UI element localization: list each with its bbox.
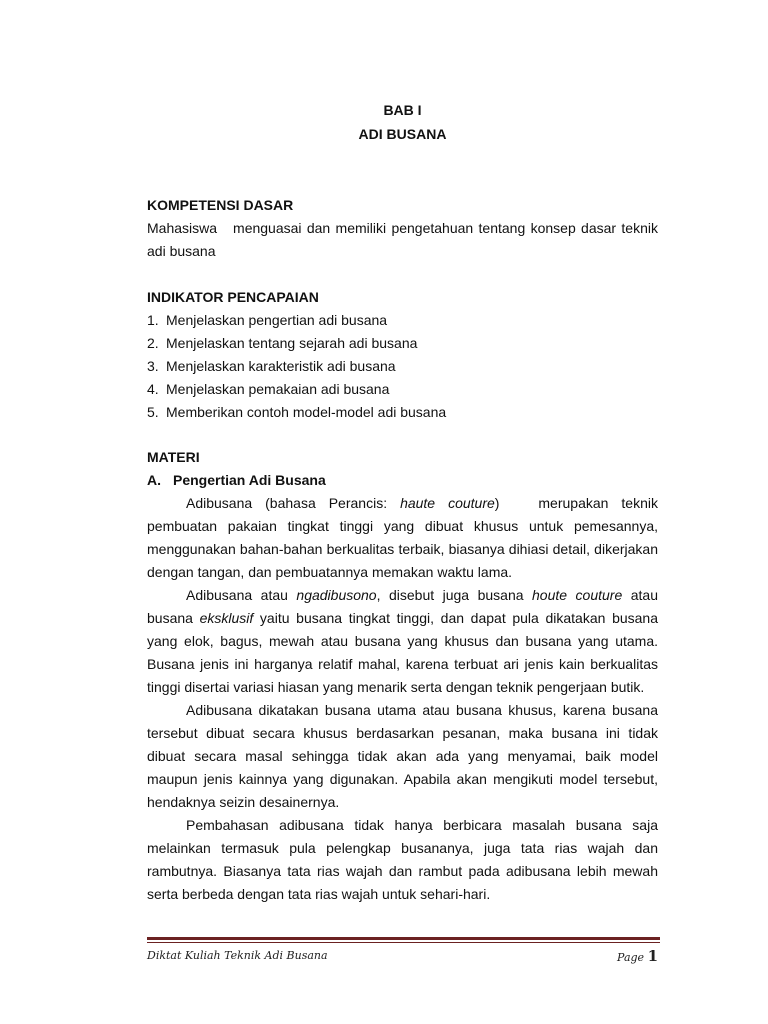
section-a-heading: [147, 469, 658, 492]
indikator-heading: INDIKATOR PENCAPAIAN: [147, 289, 319, 305]
paragraph-1: [147, 492, 662, 584]
page-number: 1: [647, 947, 658, 965]
p2-text-3: atau busana: [147, 587, 658, 626]
list-item-number: 2.: [147, 335, 159, 351]
list-item-text: Menjelaskan tentang sejarah adi busana: [166, 335, 418, 351]
kompetensi-heading: KOMPETENSI DASAR: [147, 197, 294, 213]
paragraph-2: [147, 584, 658, 699]
page-content: [147, 98, 662, 906]
p2-italic-2: houte couture: [532, 587, 623, 603]
materi-heading: MATERI: [147, 449, 200, 465]
page-label: Page: [617, 951, 645, 964]
p1-italic: haute couture: [400, 495, 495, 511]
indikator-list: [147, 309, 658, 424]
section-letter: A.: [147, 472, 161, 488]
paragraph-4: Pembahasan adibusana tidak hanya berbicara masalah busana saja melainkan termasuk pula pelengkap busananya, juga tata rias wajah dan rambutnya. Biasanya tata rias wajah dan rambut pada adibusana lebih mewah serta berbeda dengan tata rias wajah untuk sehari-hari.: [147, 817, 658, 902]
footer-page: [617, 947, 658, 965]
list-item: [147, 401, 658, 424]
list-item: [147, 332, 658, 355]
list-item-text: Menjelaskan karakteristik adi busana: [166, 358, 396, 374]
p1-text-b: ) merupakan teknik pembuatan pakaian tingkat tinggi yang dibuat khusus untuk pemesannya, menggunakan bahan-bahan berkualitas terbaik, biasanya dihiasi detail, dikerjakan dengan tangan, dan pembuatannya memakan waktu lama.: [147, 495, 662, 580]
list-item: [147, 355, 658, 378]
kompetensi-text: Mahasiswa menguasai dan memiliki pengetahuan tentang konsep dasar teknik adi busana: [147, 220, 662, 259]
p2-text-2: , disebut juga busana: [376, 587, 533, 603]
section-title: Pengertian Adi Busana: [173, 472, 326, 488]
list-item-text: Menjelaskan pengertian adi busana: [166, 312, 388, 328]
list-item-number: 1.: [147, 312, 159, 328]
p2-text-1: Adibusana atau: [186, 587, 297, 603]
chapter-number: BAB I: [383, 102, 422, 118]
list-item-text: Menjelaskan pemakaian adi busana: [166, 381, 390, 397]
p2-italic-1: ngadibusono: [296, 587, 377, 603]
list-item: [147, 378, 658, 401]
p2-text-4: yaitu busana tingkat tinggi, dan dapat pula dikatakan busana yang elok, bagus, mewah atau busana yang khusus dan busana yang utama. Busana jenis ini harganya relatif mahal, karena terbuat ari jenis kain berkualitas tinggi disertai variasi hiasan yang menarik serta dengan teknik pengerjaan butik.: [147, 610, 658, 695]
list-item-number: 3.: [147, 358, 159, 374]
paragraph-3: Adibusana dikatakan busana utama atau busana khusus, karena busana tersebut dibuat secara khusus berdasarkan pesanan, maka busana ini tidak dibuat secara masal sehingga tidak akan ada yang menyamai, baik model maupun jenis kainnya yang digunakan. Apabila akan mengikuti model tersebut, hendaknya seizin desainernya.: [147, 702, 658, 810]
p2-italic-3: eksklusif: [199, 610, 254, 626]
list-item-number: 4.: [147, 381, 159, 397]
list-item-text: Memberikan contoh model-model adi busana: [166, 404, 447, 420]
chapter-title: ADI BUSANA: [358, 126, 447, 142]
p1-text-a: Adibusana (bahasa Perancis:: [186, 495, 401, 511]
list-item: [147, 309, 658, 332]
footer-title: Diktat Kuliah Teknik Adi Busana: [147, 949, 328, 962]
list-item-number: 5.: [147, 404, 159, 420]
footer-rule: [147, 937, 660, 943]
